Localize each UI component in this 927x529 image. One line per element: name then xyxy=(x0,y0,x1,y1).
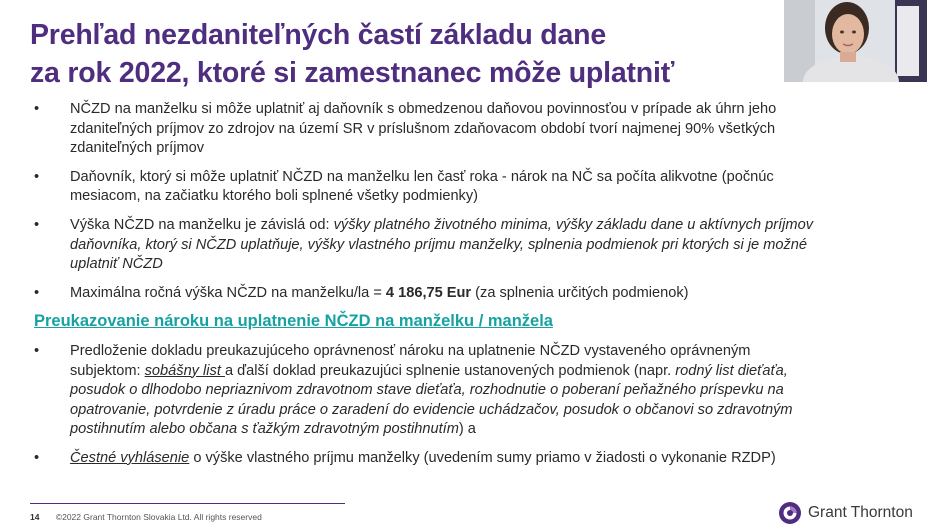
bullet-italic-text: rodný list dieťaťa, xyxy=(675,362,788,379)
bullet-text-line: Daňovník, ktorý si môže uplatniť NČZD na manželku len časť roka - nárok na NČ sa počíta alikvotne (počnúc xyxy=(70,168,774,185)
bullet-text: (za splnenia určitých podmienok) xyxy=(471,284,689,301)
bullet-text-line xyxy=(70,420,874,440)
slide-title xyxy=(30,16,790,92)
bullet-italic-line: daňovníka, ktorý si NČZD uplatňuje, výšky vlastného príjmu manželky, splnenia podmienok pri ktorých si je možné xyxy=(70,236,808,253)
bullet-marker: • xyxy=(34,168,40,185)
page-number: 14 xyxy=(30,512,40,522)
grant-thornton-logo xyxy=(778,500,913,526)
bullet-item xyxy=(34,100,874,159)
bullet-marker: • xyxy=(34,216,40,233)
title-line-2: za rok 2022, ktoré si zamestnanec môže uplatniť xyxy=(30,57,675,89)
bullet-text-line: NČZD na manželku si môže uplatniť aj daňovník s obmedzenou daňovou povinnosťou v prípade ak úhrn jeho xyxy=(70,101,777,117)
max-amount: 4 186,75 Eur xyxy=(385,284,472,301)
webcam-presenter-icon xyxy=(785,0,927,82)
marriage-certificate-link[interactable]: sobášny list xyxy=(144,362,225,379)
bullet-item xyxy=(34,449,874,469)
bullet-marker: • xyxy=(34,284,40,301)
bullet-text: a ďalší doklad preukazujúci splnenie ustanovených podmienok (napr. xyxy=(224,362,676,379)
bullet-italic-text: výšky platného životného minima, výšky základu dane u aktívnych príjmov xyxy=(333,216,813,233)
bullet-italic-line: uplatniť NČZD xyxy=(70,256,163,273)
bullet-text: Výška NČZD na manželku je závislá od: xyxy=(70,216,334,233)
honest-declaration-link[interactable]: Čestné vyhlásenie xyxy=(70,449,190,466)
bullet-text-line xyxy=(70,449,874,469)
bullet-text: o výške vlastného príjmu manželky (uvedením sumy priamo v žiadosti o vykonanie RZDP) xyxy=(189,449,776,466)
bullet-text: Maximálna ročná výška NČZD na manželku/la = xyxy=(70,284,386,301)
bullet-item xyxy=(34,284,874,304)
bullet-text: subjektom: xyxy=(70,362,145,379)
slide-footer xyxy=(30,512,262,522)
bullet-item xyxy=(34,342,874,440)
bullet-text-line xyxy=(70,362,874,382)
bullet-italic-line: posudok o dlhodobo nepriaznivom zdravotnom stave dieťaťa, rozhodnutie o poberaní peňažného príspevku na xyxy=(70,382,784,399)
copyright-text: ©2022 Grant Thornton Slovakia Ltd. All rights reserved xyxy=(55,512,262,522)
bullet-text-line xyxy=(70,216,874,236)
bullet-italic-text: postihnutím alebo občana s ťažkým zdravotným postihnutím xyxy=(70,421,459,438)
bullet-text-line: zdaniteľných príjmov xyxy=(70,140,205,157)
bullet-text-line: zdaniteľných príjmov zo zdrojov na území SR v príslušnom zdaňovacom období tvorí najmenej 90% všetkých xyxy=(70,120,776,137)
bullet-item xyxy=(34,216,874,275)
bullet-item xyxy=(34,168,874,207)
bullet-marker: • xyxy=(34,449,40,466)
bullet-marker: • xyxy=(34,342,40,359)
bullet-list-bottom xyxy=(34,342,874,469)
bullet-text-line: mesiacom, na začiatku ktorého boli splnené všetky podmienky) xyxy=(70,188,479,205)
footer-divider xyxy=(30,503,345,504)
bullet-marker: • xyxy=(34,101,40,117)
section-heading-link[interactable]: Preukazovanie nároku na uplatnenie NČZD na manželku / manžela xyxy=(34,312,553,331)
bullet-italic-line: opatrovanie, potvrdenie z úradu práce o zaradení do evidencie uchádzačov, posudok o občanovi so zdravotným xyxy=(70,401,793,418)
presenter-webcam xyxy=(784,0,927,82)
title-line-1: Prehľad nezdaniteľných častí základu dane xyxy=(30,19,607,51)
bullet-text-line xyxy=(70,284,874,304)
bullet-text-line: Predloženie dokladu preukazujúceho oprávnenosť nároku na uplatnenie NČZD vystaveného oprávneným xyxy=(70,342,751,359)
bullet-list-top xyxy=(34,100,874,303)
bullet-text: ) a xyxy=(458,421,476,438)
slide-content xyxy=(34,100,874,478)
logo-text: Grant Thornton xyxy=(808,504,913,521)
grant-thornton-logo-icon xyxy=(778,501,802,525)
